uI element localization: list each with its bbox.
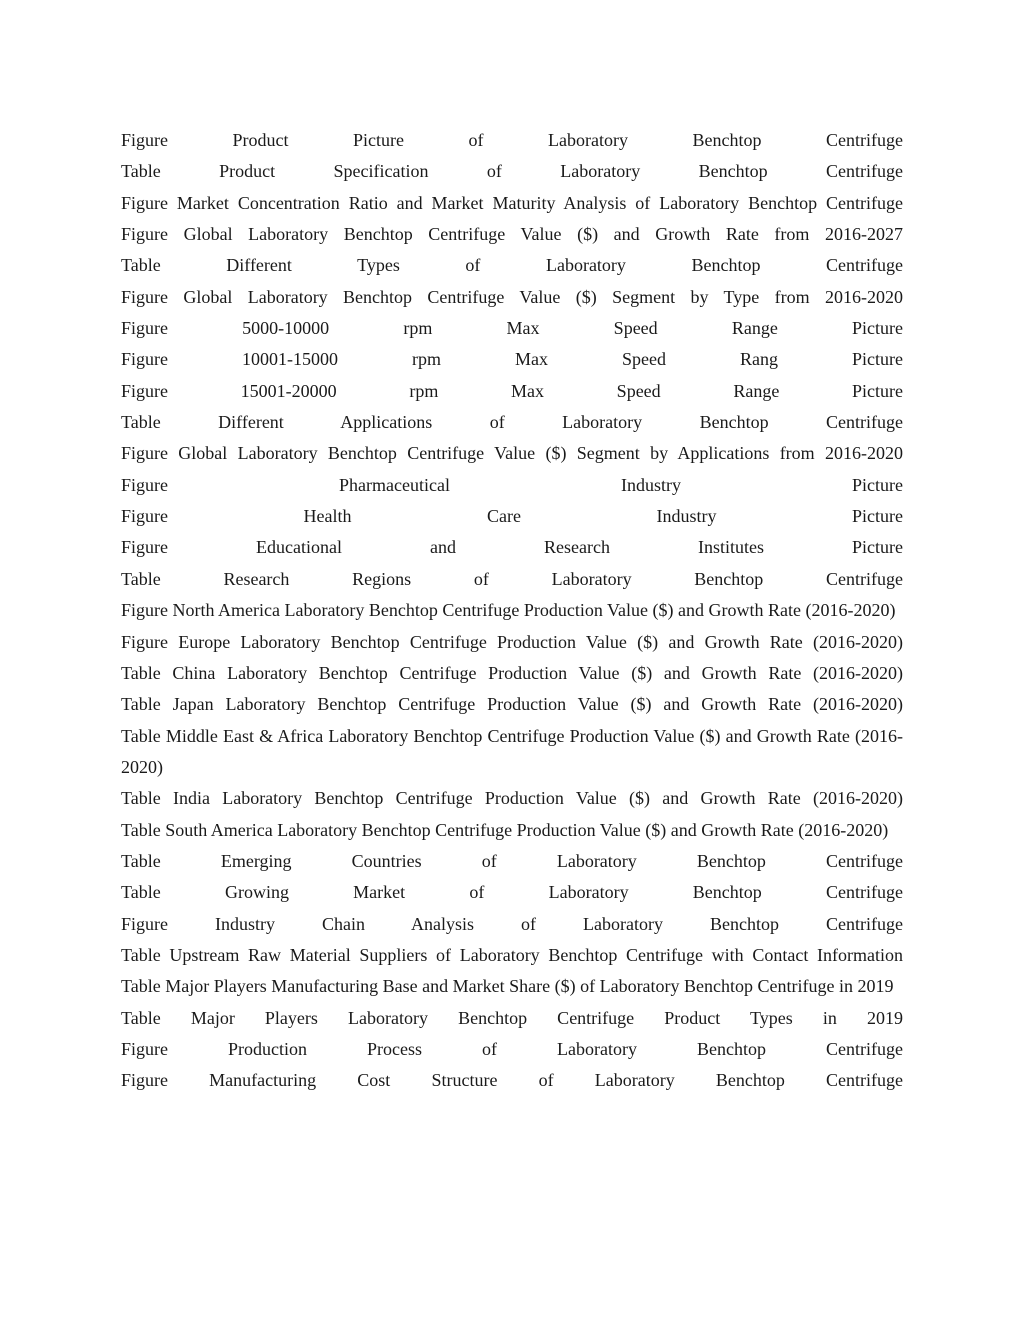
list-item: Table Upstream Raw Material Suppliers of Laboratory Benchtop Centrifuge with Contact Information — [121, 944, 903, 965]
list-item: Table China Laboratory Benchtop Centrifuge Production Value ($) and Growth Rate (2016-2020) — [121, 662, 903, 683]
list-item: Figure Product Picture of Laboratory Benchtop Centrifuge — [121, 130, 903, 150]
list-item: Table Different Types of Laboratory Benchtop Centrifuge — [121, 255, 903, 276]
list-item: Figure Health Care Industry Picture — [121, 506, 903, 527]
list-item: Table Major Players Laboratory Benchtop Centrifuge Product Types in 2019 — [121, 1007, 903, 1028]
list-item: Table Japan Laboratory Benchtop Centrifuge Production Value ($) and Growth Rate (2016-2020) — [121, 694, 903, 715]
list-item: Table Major Players Manufacturing Base and Market Share ($) of Laboratory Benchtop Centrifuge in 2019 — [121, 976, 894, 997]
list-item: Figure Pharmaceutical Industry Picture — [121, 474, 903, 495]
list-item: Figure Market Concentration Ratio and Market Maturity Analysis of Laboratory Benchtop Centrifuge — [121, 192, 903, 213]
list-item: Figure Global Laboratory Benchtop Centrifuge Value ($) Segment by Applications from 2016-2020 — [121, 443, 903, 464]
list-item: Table India Laboratory Benchtop Centrifuge Production Value ($) and Growth Rate (2016-2020) — [121, 788, 903, 809]
list-item: Figure 15001-20000 rpm Max Speed Range Picture — [121, 380, 903, 401]
list-item: Table Middle East & Africa Laboratory Benchtop Centrifuge Production Value ($) and Growth Rate (2016-2020) — [121, 725, 903, 777]
list-item: Figure North America Laboratory Benchtop Centrifuge Production Value ($) and Growth Rate (2016-2020) — [121, 600, 896, 621]
list-item: Table Different Applications of Laboratory Benchtop Centrifuge — [121, 412, 903, 433]
list-item: Figure 5000-10000 rpm Max Speed Range Picture — [121, 318, 903, 339]
list-item: Table Product Specification of Laboratory Benchtop Centrifuge — [121, 161, 903, 182]
list-item: Figure Educational and Research Institutes Picture — [121, 537, 903, 558]
list-item: Table Research Regions of Laboratory Benchtop Centrifuge — [121, 568, 903, 589]
document-page — [121, 125, 903, 1097]
list-item: Table South America Laboratory Benchtop Centrifuge Production Value ($) and Growth Rate (2016-2020) — [121, 819, 889, 840]
list-item: Table Growing Market of Laboratory Benchtop Centrifuge — [121, 882, 903, 903]
list-item: Figure Global Laboratory Benchtop Centrifuge Value ($) Segment by Type from 2016-2020 — [121, 286, 903, 307]
list-item: Figure 10001-15000 rpm Max Speed Rang Picture — [121, 349, 903, 370]
list-item: Figure Industry Chain Analysis of Laboratory Benchtop Centrifuge — [121, 913, 903, 934]
list-item: Figure Production Process of Laboratory Benchtop Centrifuge — [121, 1038, 903, 1059]
list-item: Figure Global Laboratory Benchtop Centrifuge Value ($) and Growth Rate from 2016-2027 — [121, 224, 903, 245]
list-item: Figure Europe Laboratory Benchtop Centrifuge Production Value ($) and Growth Rate (2016-2020) — [121, 631, 903, 652]
figure-table-list — [121, 125, 903, 1097]
list-item: Table Emerging Countries of Laboratory Benchtop Centrifuge — [121, 850, 903, 871]
list-item: Figure Manufacturing Cost Structure of Laboratory Benchtop Centrifuge — [121, 1070, 903, 1091]
